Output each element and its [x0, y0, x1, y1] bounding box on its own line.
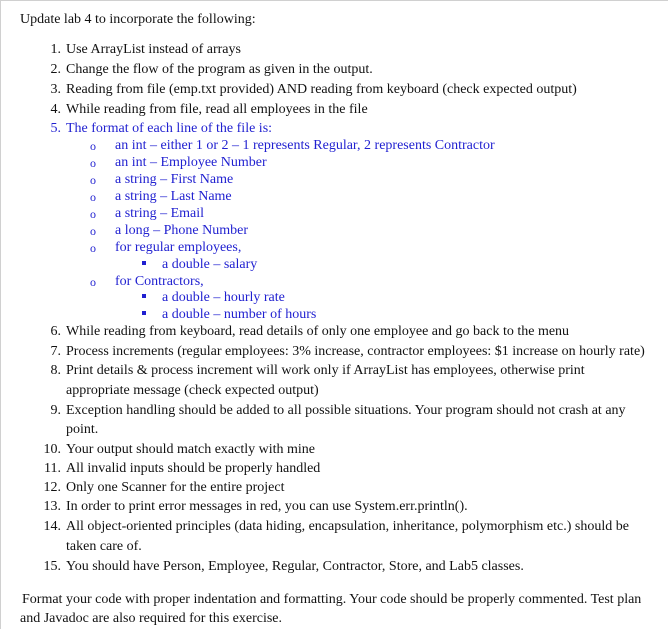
square-bullet-icon — [142, 311, 146, 315]
item-number: 8. — [50, 363, 61, 378]
item-number: 5. — [50, 121, 61, 136]
circle-bullet-icon: o — [90, 139, 96, 153]
list-item-continuation: taken care of. — [66, 539, 142, 554]
item-number: 6. — [50, 324, 61, 339]
list-item-continuation: appropriate message (check expected output) — [66, 383, 319, 398]
circle-bullet-icon: o — [90, 224, 96, 238]
list-item-continuation: point. — [66, 422, 99, 437]
circle-bullet-icon: o — [90, 275, 96, 289]
format-item: a long – Phone Number — [115, 223, 248, 238]
list-item: Only one Scanner for the entire project — [66, 480, 285, 495]
item-number: 10. — [43, 442, 61, 457]
format-item: an int – Employee Number — [115, 155, 267, 170]
item-number: 4. — [50, 102, 61, 117]
item-number: 13. — [43, 499, 61, 514]
list-item: While reading from file, read all employees in the file — [66, 102, 368, 117]
item-number: 12. — [43, 480, 61, 495]
list-item: Exception handling should be added to all possible situations. Your program should not crash at any — [66, 403, 626, 418]
square-bullet-icon — [142, 294, 146, 298]
item-number: 14. — [43, 519, 61, 534]
contractor-field: a double – number of hours — [162, 307, 317, 322]
item-number: 2. — [50, 62, 61, 77]
item-number: 11. — [44, 461, 61, 476]
list-item: Process increments (regular employees: 3% increase, contractor employees: $1 increase on hourly rate) — [66, 344, 645, 359]
list-item: Reading from file (emp.txt provided) AND reading from keyboard (check expected output) — [66, 82, 577, 97]
circle-bullet-icon: o — [90, 207, 96, 221]
regular-field: a double – salary — [162, 257, 258, 272]
format-item: a string – Email — [115, 206, 205, 221]
item-number: 3. — [50, 82, 61, 97]
format-item: for Contractors, — [115, 274, 204, 289]
list-item: Print details & process increment will work only if ArrayList has employees, otherwise print — [66, 363, 585, 378]
circle-bullet-icon: o — [90, 190, 96, 204]
footer-paragraph-line: and Javadoc are also required for this exercise. — [20, 611, 282, 626]
list-item: You should have Person, Employee, Regular, Contractor, Store, and Lab5 classes. — [66, 559, 524, 574]
list-item: Use ArrayList instead of arrays — [66, 42, 241, 57]
list-item: The format of each line of the file is: — [66, 121, 273, 136]
footer-paragraph-line: Format your code with proper indentation and formatting. Your code should be properly commented. Test plan — [22, 592, 642, 607]
circle-bullet-icon: o — [90, 156, 96, 170]
circle-bullet-icon: o — [90, 241, 96, 255]
circle-bullet-icon: o — [90, 173, 96, 187]
format-item: a string – First Name — [115, 172, 234, 187]
format-item: an int – either 1 or 2 – 1 represents Regular, 2 represents Contractor — [115, 138, 495, 153]
list-item: All object-oriented principles (data hiding, encapsulation, inheritance, polymorphism etc.) should be — [66, 519, 629, 534]
square-bullet-icon — [142, 261, 146, 265]
list-item: While reading from keyboard, read details of only one employee and go back to the menu — [66, 324, 570, 339]
page-title: Update lab 4 to incorporate the following: — [20, 12, 256, 27]
list-item: Your output should match exactly with mine — [66, 442, 315, 457]
list-item: In order to print error messages in red, you can use System.err.println(). — [66, 499, 468, 514]
list-item: Change the flow of the program as given in the output. — [66, 62, 373, 77]
item-number: 7. — [50, 344, 61, 359]
format-item: a string – Last Name — [115, 189, 232, 204]
item-number: 1. — [50, 42, 61, 57]
item-number: 15. — [43, 559, 61, 574]
format-item: for regular employees, — [115, 240, 242, 255]
list-item: All invalid inputs should be properly handled — [66, 461, 321, 476]
item-number: 9. — [50, 403, 61, 418]
contractor-field: a double – hourly rate — [162, 290, 285, 305]
